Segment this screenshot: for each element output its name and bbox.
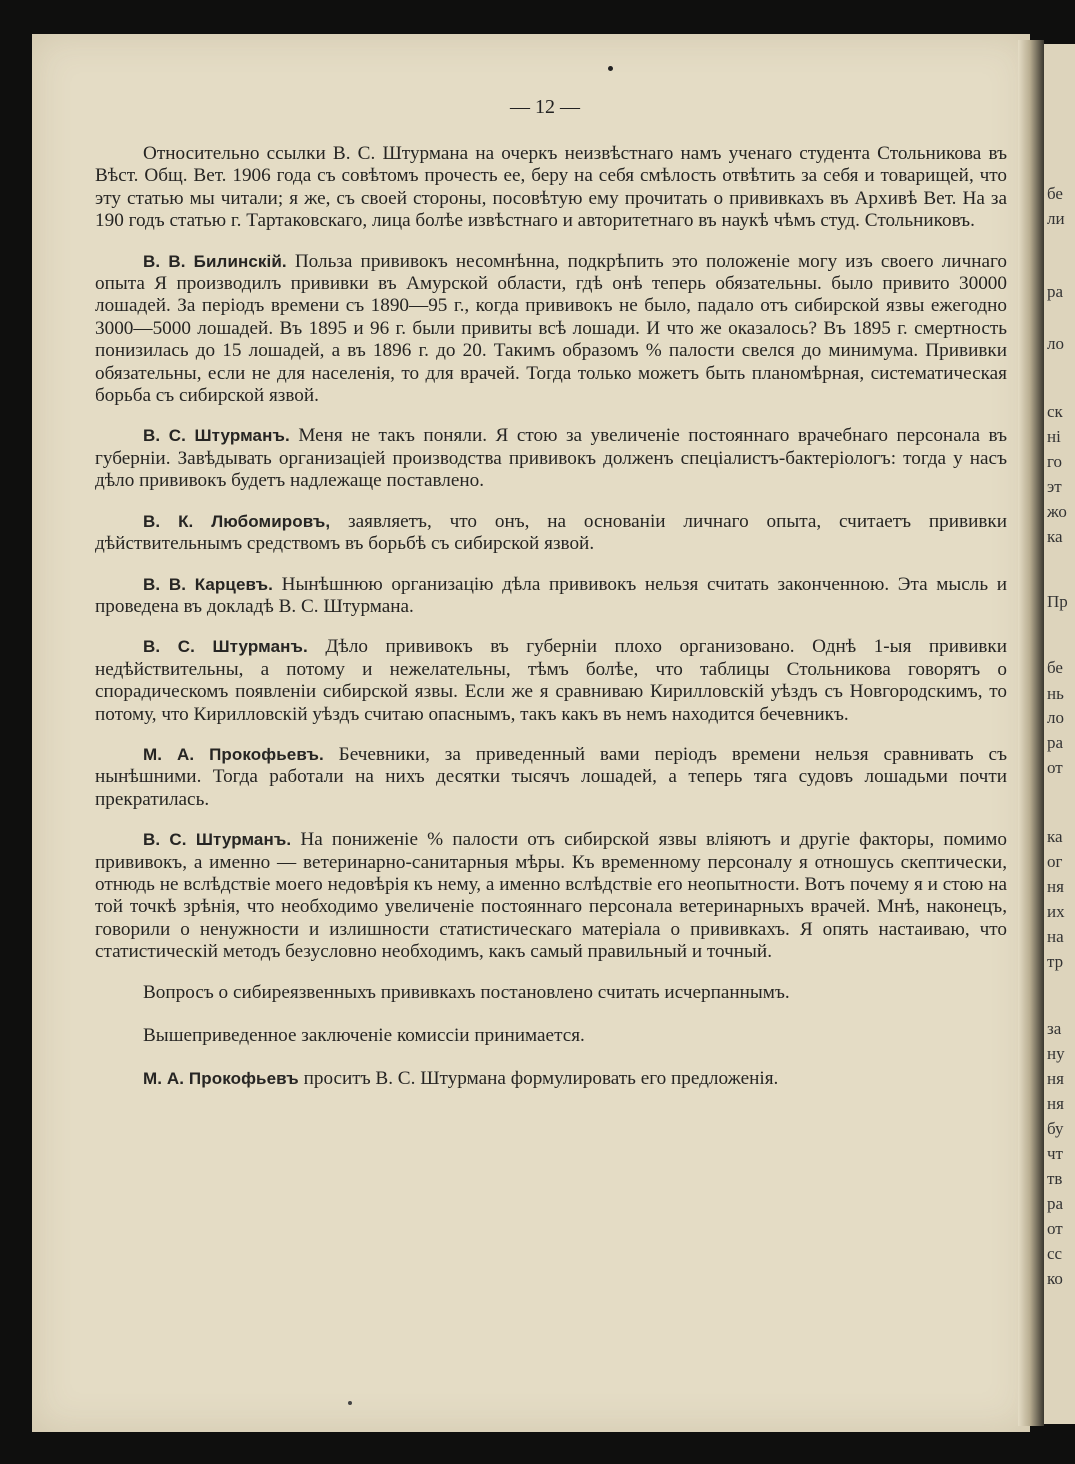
speaker-name: В. В. Карцевъ. [143, 574, 273, 594]
speaker-name: В. В. Билинскій. [143, 251, 287, 271]
edge-fragment: ра [1047, 733, 1064, 752]
edge-fragment: эт [1047, 477, 1062, 496]
edge-fragment: жо [1047, 502, 1067, 521]
edge-fragment: бе [1047, 658, 1063, 677]
paragraph [95, 744, 1007, 811]
paragraph-text: Бечевники, за приведенный вами періодъ времени нельзя сравнивать съ нынѣшними. Тогда работали на нихъ десятки тысячъ лошадей, а теперь тяга судовъ лошадьми почти прекратилась. [95, 743, 1007, 810]
edge-fragment: ог [1047, 852, 1063, 871]
ink-speck [608, 66, 613, 71]
edge-fragment: тр [1047, 952, 1064, 971]
edge-fragment: ло [1047, 708, 1064, 727]
paragraph-text: проситъ В. С. Штурмана формулировать его предложенія. [303, 1068, 779, 1090]
edge-fragment: нь [1047, 684, 1064, 703]
paragraph [95, 1068, 1007, 1090]
edge-fragment: сс [1047, 1244, 1063, 1263]
paragraph-text: Вышеприведенное заключеніе комиссіи принимается. [143, 1025, 585, 1046]
edge-fragment: от [1047, 758, 1063, 777]
paragraph [95, 1025, 1007, 1047]
paragraph [95, 574, 1007, 619]
paragraph [95, 143, 1007, 233]
edge-fragment: их [1047, 902, 1065, 921]
paragraph [95, 636, 1007, 726]
paragraph-text: Меня не такъ поняли. Я стою за увеличеніе постояннаго врачебнаго персонала въ губерніи. Завѣдывать организаціей производства прививокъ долженъ спеціалистъ-бактеріологъ: тогда у насъ дѣло прививокъ будетъ надлежаще поставлено. [95, 425, 1007, 492]
next-page-edge [1044, 44, 1075, 1424]
paragraph [95, 982, 1007, 1004]
edge-fragment: ну [1047, 1044, 1065, 1063]
edge-fragment: ні [1047, 427, 1061, 446]
paragraph-text: На пониженіе % палости отъ сибирской язвы вліяютъ и другіе факторы, помимо прививокъ, а именно — ветеринарно-санитарныя мѣры. Къ временному персоналу я отношусь скептически, отнюдь не вслѣдствіе моего недовѣрія къ нему, а именно вслѣдствіе его неопытности. Вотъ почему я и стою на той точкѣ зрѣнія, что необходимо увеличеніе постояннаго персонала ветеринарныхъ врачей. Мнѣ, наконецъ, говорили о ненужности и излишности статистическаго матеріала о прививкахъ. Я опять настаиваю, что статистическій методъ безусловно необходимъ, какъ самый правильный и точный. [95, 829, 1008, 963]
paragraph-text: Относительно ссылки В. С. Штурмана на очеркъ неизвѣстнаго намъ ученаго студента Стольникова въ Вѣст. Общ. Вет. 1906 года съ совѣтомъ прочесть ее, беру на себя смѣлость отвѣтить за себя и товарищей, что эту статью мы читали; я же, съ своей стороны, посовѣтую ему прочитать о прививкахъ въ Архивѣ Вет. На за 190 годъ статью г. Тартаковскаго, лица болѣе извѣстнаго и авторитетнаго въ наукѣ чѣмъ студ. Стольниковъ. [95, 143, 1007, 232]
speaker-name: М. А. Прокофьевъ. [143, 744, 324, 764]
paragraph [95, 425, 1007, 492]
paragraph [95, 251, 1007, 408]
ink-speck [348, 1401, 352, 1405]
page-body [95, 143, 1007, 1112]
edge-fragment: за [1047, 1019, 1062, 1038]
edge-fragment: го [1047, 452, 1063, 471]
speaker-name: В. С. Штурманъ. [143, 830, 292, 850]
speaker-name: В. С. Штурманъ. [143, 637, 308, 657]
edge-fragment: ло [1047, 334, 1064, 353]
edge-fragment: ко [1047, 1269, 1063, 1288]
paragraph-text: Нынѣшнюю организацію дѣла прививокъ нельзя считать законченною. Эта мысль и проведена въ докладѣ В. С. Штурмана. [95, 573, 1007, 617]
paragraph-text: заявляетъ, что онъ, на основаніи личнаго опыта, считаетъ прививки дѣйствительнымъ средствомъ въ борьбѣ съ сибирской язвой. [95, 510, 1008, 555]
page-number: — 12 — [510, 96, 580, 118]
edge-fragment: Пр [1047, 592, 1068, 611]
edge-fragment: ка [1047, 827, 1063, 846]
edge-fragment: от [1047, 1219, 1063, 1238]
speaker-name: М. А. Прокофьевъ [143, 1069, 299, 1089]
paragraph [95, 511, 1007, 556]
edge-fragment: бу [1047, 1119, 1064, 1138]
edge-fragment: ня [1047, 1094, 1064, 1113]
edge-fragment: ли [1047, 209, 1065, 228]
paragraph-text: Польза прививокъ несомнѣнна, подкрѣпить это положеніе могу изъ своего личнаго опыта Я производилъ прививки въ Амурской области, гдѣ онѣ теперь обязательны. было привито 30000 лошадей. За періодъ времени съ 1890—95 г., когда прививокъ не было, падало отъ сибирской язвы ежегодно 3000—5000 лошадей. Въ 1895 и 96 г. были привиты всѣ лошади. И что же оказалось? Въ 1895 г. смертность понизилась до 15 лошадей, а въ 1896 г. до 20. Такимъ образомъ % палости свелся до минимума. Прививки обязательны, если не для населенія, то для врачей. Тогда только можетъ быть планомѣрная, систематическая борьба съ сибирской язвой. [95, 250, 1007, 407]
edge-fragment: ка [1047, 527, 1063, 546]
book-gutter [1018, 40, 1044, 1426]
edge-fragment: тв [1047, 1169, 1063, 1188]
speaker-name: В. К. Любомировъ, [143, 511, 331, 531]
paragraph [95, 829, 1007, 963]
edge-fragment: ра [1047, 282, 1064, 301]
speaker-name: В. С. Штурманъ. [143, 426, 290, 446]
edge-fragment: ня [1047, 877, 1064, 896]
edge-fragment: ск [1047, 402, 1063, 421]
edge-fragment: бе [1047, 184, 1063, 203]
edge-fragment: чт [1047, 1144, 1063, 1163]
paragraph-text: Вопросъ о сибиреязвенныхъ прививкахъ постановлено считать исчерпаннымъ. [143, 981, 790, 1003]
paragraph-text: Дѣло прививокъ въ губерніи плохо организовано. Однѣ 1-ыя прививки недѣйствительны, а потому и нежелательны, тѣмъ болѣе, что таблицы Стольникова говорятъ о спорадическомъ появленіи сибирской язвы. Если же я сравниваю Кирилловскій уѣздъ съ Новгородскимъ, то потому, что Кирилловскій уѣздъ считаю опаснымъ, такъ какъ въ немъ находится бечевникъ. [95, 636, 1008, 725]
edge-fragment: ня [1047, 1069, 1064, 1088]
edge-fragment: ра [1047, 1194, 1064, 1213]
edge-fragment: на [1047, 927, 1064, 946]
